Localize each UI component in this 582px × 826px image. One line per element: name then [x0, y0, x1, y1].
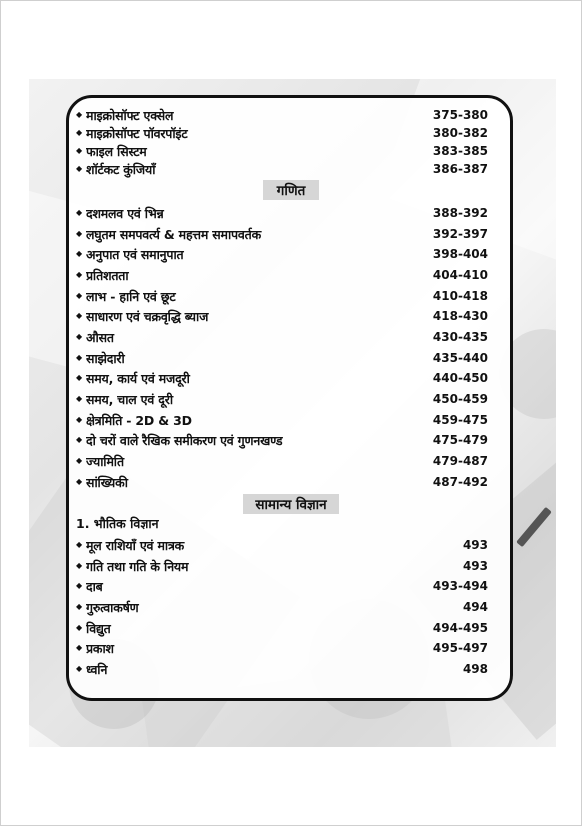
- bullet-icon: ◆: [76, 208, 83, 217]
- toc-entry[interactable]: [76, 410, 488, 430]
- bullet-icon: ◆: [76, 291, 83, 300]
- toc-entry-title: ध्वनि: [86, 661, 108, 677]
- toc-entry-pages: 494: [462, 600, 488, 614]
- toc-entry[interactable]: [76, 105, 488, 125]
- toc-entry[interactable]: [76, 535, 488, 555]
- toc-entry[interactable]: [76, 638, 488, 658]
- toc-entry-pages: 418-430: [432, 309, 488, 323]
- bullet-icon: ◆: [76, 394, 83, 403]
- bullet-icon: ◆: [76, 110, 83, 119]
- toc-entry-pages: 398-404: [432, 247, 488, 261]
- bullet-icon: ◆: [76, 249, 83, 258]
- toc-entry-pages: 440-450: [432, 371, 488, 385]
- toc-entry[interactable]: [76, 123, 488, 143]
- toc-entry-title: दाब: [86, 578, 103, 594]
- toc-entry-pages: 493: [462, 559, 488, 573]
- toc-entry-pages: 475-479: [432, 433, 488, 447]
- bullet-icon: ◆: [76, 311, 83, 320]
- bullet-icon: ◆: [76, 229, 83, 238]
- toc-entry-pages: 495-497: [432, 641, 488, 655]
- toc-entry[interactable]: [76, 224, 488, 244]
- bullet-icon: ◆: [76, 602, 83, 611]
- toc-entry[interactable]: [76, 430, 488, 450]
- toc-entry-pages: 494-495: [432, 621, 488, 635]
- toc-entry-pages: 435-440: [432, 351, 488, 365]
- bullet-icon: ◆: [76, 332, 83, 341]
- toc-entry-pages: 375-380: [432, 108, 488, 122]
- toc-entry-title: फाइल सिस्टम: [86, 143, 147, 159]
- bullet-icon: ◆: [76, 373, 83, 382]
- toc-entry-pages: 380-382: [432, 126, 488, 140]
- bullet-icon: ◆: [76, 270, 83, 279]
- toc-entry[interactable]: [76, 203, 488, 223]
- toc-entry-title: समय, चाल एवं दूरी: [86, 391, 173, 407]
- toc-entry-title: अनुपात एवं समानुपात: [86, 246, 184, 262]
- toc-entry-title: विद्युत: [86, 620, 111, 636]
- bullet-icon: ◆: [76, 435, 83, 444]
- toc-entry-title: दो चरों वाले रैखिक समीकरण एवं गुणनखण्ड: [86, 432, 283, 448]
- toc-entry-pages: 404-410: [432, 268, 488, 282]
- toc-entry[interactable]: [76, 159, 488, 179]
- bullet-icon: ◆: [76, 581, 83, 590]
- bullet-icon: ◆: [76, 128, 83, 137]
- toc-entry[interactable]: [76, 244, 488, 264]
- toc-entry-title: प्रकाश: [86, 640, 114, 656]
- toc-entry[interactable]: [76, 576, 488, 596]
- bullet-icon: ◆: [76, 415, 83, 424]
- toc-entry-title: प्रतिशतता: [86, 267, 129, 283]
- toc-entry[interactable]: [76, 368, 488, 388]
- toc-entry[interactable]: [76, 556, 488, 576]
- toc-entry-title: दशमलव एवं भिन्न: [86, 205, 164, 221]
- toc-entry-title: ज्यामिति: [86, 453, 124, 469]
- bullet-icon: ◆: [76, 477, 83, 486]
- toc-entry-title: मूल राशियाँ एवं मात्रक: [86, 537, 185, 553]
- toc-entry-title: समय, कार्य एवं मजदूरी: [86, 370, 190, 386]
- toc-entry[interactable]: [76, 306, 488, 326]
- bullet-icon: ◆: [76, 664, 83, 673]
- toc-entry-title: लघुतम समपवर्त्य & महत्तम समापवर्तक: [86, 226, 261, 242]
- section-heading-math: गणित: [263, 180, 319, 200]
- bullet-icon: ◆: [76, 164, 83, 173]
- toc-entry[interactable]: [76, 348, 488, 368]
- bullet-icon: ◆: [76, 540, 83, 549]
- toc-entry-pages: 493-494: [432, 579, 488, 593]
- bullet-icon: ◆: [76, 146, 83, 155]
- toc-entry-title: गुरुत्वाकर्षण: [86, 599, 139, 615]
- toc-entry[interactable]: [76, 141, 488, 161]
- toc-entry-title: गति तथा गति के नियम: [86, 558, 189, 574]
- toc-entry-title: क्षेत्रमिति - 2D & 3D: [86, 412, 192, 428]
- toc-entry-pages: 392-397: [432, 227, 488, 241]
- toc-entry-title: साझेदारी: [86, 350, 125, 366]
- toc-entry[interactable]: [76, 472, 488, 492]
- toc-entry-pages: 383-385: [432, 144, 488, 158]
- toc-entry-pages: 386-387: [432, 162, 488, 176]
- bullet-icon: ◆: [76, 643, 83, 652]
- toc-entry-pages: 388-392: [432, 206, 488, 220]
- toc-entry-title: सांख्यिकी: [86, 474, 128, 490]
- bullet-icon: ◆: [76, 456, 83, 465]
- toc-entry-pages: 493: [462, 538, 488, 552]
- toc-entry[interactable]: [76, 265, 488, 285]
- toc-entry-title: लाभ - हानि एवं छूट: [86, 288, 176, 304]
- toc-entry-pages: 498: [462, 662, 488, 676]
- subsection-heading-physics: 1. भौतिक विज्ञान: [76, 516, 159, 531]
- toc-entry[interactable]: [76, 451, 488, 471]
- toc-entry[interactable]: [76, 659, 488, 679]
- toc-entry-title: माइक्रोसॉफ्ट पॉवरपॉइंट: [86, 125, 188, 141]
- bullet-icon: ◆: [76, 353, 83, 362]
- toc-entry[interactable]: [76, 286, 488, 306]
- toc-entry[interactable]: [76, 618, 488, 638]
- toc-entry-title: माइक्रोसॉफ्ट एक्सेल: [86, 107, 174, 123]
- section-heading-science: सामान्य विज्ञान: [243, 494, 339, 514]
- toc-entry[interactable]: [76, 327, 488, 347]
- bullet-icon: ◆: [76, 623, 83, 632]
- toc-entry-pages: 450-459: [432, 392, 488, 406]
- toc-entry[interactable]: [76, 597, 488, 617]
- toc-entry-title: औसत: [86, 329, 114, 345]
- toc-entry-pages: 430-435: [432, 330, 488, 344]
- toc-entry-title: साधारण एवं चक्रवृद्धि ब्याज: [86, 308, 209, 324]
- toc-entry-title: शॉर्टकट कुंजियाँ: [86, 161, 156, 177]
- bullet-icon: ◆: [76, 561, 83, 570]
- toc-entry[interactable]: [76, 389, 488, 409]
- toc-entry-pages: 459-475: [432, 413, 488, 427]
- toc-entry-pages: 479-487: [432, 454, 488, 468]
- toc-entry-pages: 410-418: [432, 289, 488, 303]
- toc-entry-pages: 487-492: [432, 475, 488, 489]
